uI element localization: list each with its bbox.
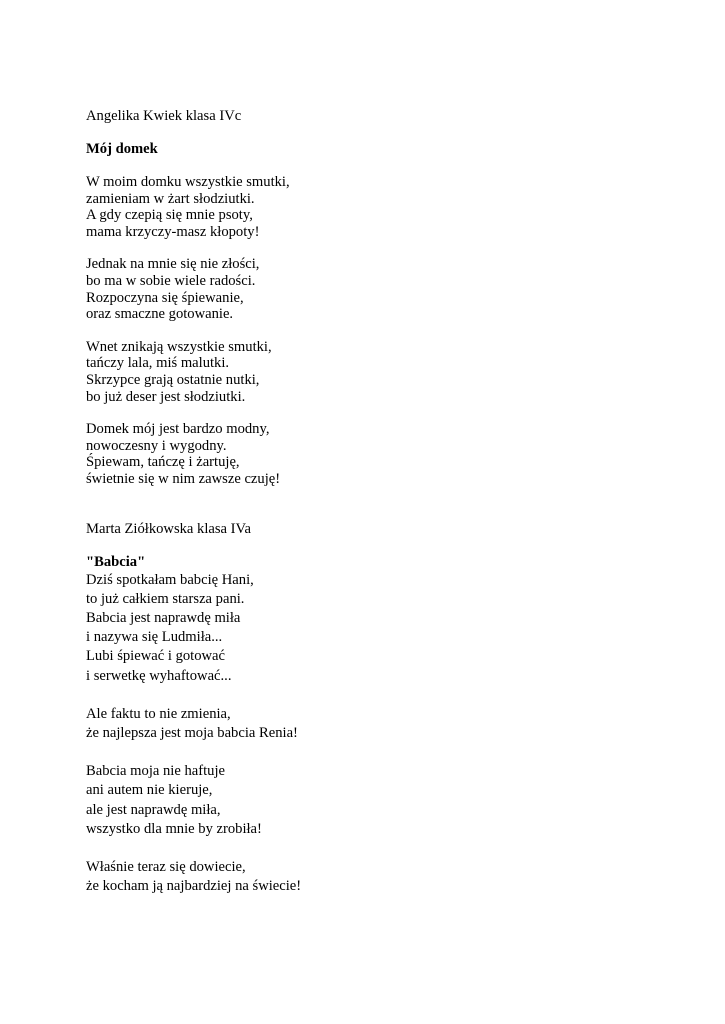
poem-line: ani autem nie kieruje, (86, 782, 213, 799)
poem-babcia (86, 521, 686, 897)
poem-stanza (86, 705, 686, 743)
poem-title: Mój domek (86, 141, 158, 157)
poem-line: Rozpoczyna się śpiewanie, (86, 289, 244, 306)
poem-line: Lubi śpiewać i gotować (86, 648, 226, 665)
poem-author: Marta Ziółkowska klasa IVa (86, 520, 251, 537)
poem-line: Babcia jest naprawdę miła (86, 609, 241, 626)
poem-stanza (86, 256, 686, 322)
poem-line: Jednak na mnie się nie złości, (86, 256, 260, 273)
poem-line: zamieniam w żart słodziutki. (86, 190, 255, 207)
poem-line: mama krzyczy-masz kłopoty! (86, 223, 260, 240)
poem-line: Wnet znikają wszystkie smutki, (86, 338, 272, 355)
poem-title: "Babcia" (86, 553, 146, 570)
poem-stanza (86, 571, 686, 686)
poem-stanza (86, 174, 686, 240)
poem-line: tańczy lala, miś malutki. (86, 355, 230, 372)
document-page (86, 108, 686, 896)
poem-line: i serwetkę wyhaftować... (86, 667, 232, 684)
poem-stanza (86, 339, 686, 405)
poem-line: Śpiewam, tańczę i żartuję, (86, 454, 240, 471)
poem-line: Dziś spotkałam babcię Hani, (86, 571, 254, 588)
poem-line: bo już deser jest słodziutki. (86, 388, 246, 405)
poem-line: Babcia moja nie haftuje (86, 763, 225, 780)
poem-mój-domek (86, 108, 686, 488)
poem-line: że najlepsza jest moja babcia Renia! (86, 724, 298, 741)
poem-author: Angelika Kwiek klasa IVc (86, 108, 242, 124)
poem-line: wszystko dla mnie by zrobiła! (86, 820, 262, 837)
poem-line: A gdy czepią się mnie psoty, (86, 207, 253, 224)
poem-line: Skrzypce grają ostatnie nutki, (86, 371, 260, 388)
poem-line: W moim domku wszystkie smutki, (86, 174, 290, 190)
poem-line: oraz smaczne gotowanie. (86, 306, 234, 323)
poem-stanza (86, 858, 686, 896)
poem-line: że kocham ją najbardziej na świecie! (86, 878, 302, 895)
poem-line: ale jest naprawdę miła, (86, 801, 221, 818)
poem-line: Właśnie teraz się dowiecie, (86, 858, 246, 875)
poem-line: i nazywa się Ludmiła... (86, 629, 223, 646)
poem-line: to już całkiem starsza pani. (86, 590, 245, 607)
poem-line: nowoczesny i wygodny. (86, 437, 227, 454)
poem-stanza (86, 762, 686, 839)
poem-line: Domek mój jest bardzo modny, (86, 421, 270, 438)
poem-line: świetnie się w nim zawsze czuję! (86, 470, 281, 487)
poem-line: bo ma w sobie wiele radości. (86, 272, 256, 289)
poem-stanza (86, 421, 686, 487)
poem-line: Ale faktu to nie zmienia, (86, 705, 231, 722)
